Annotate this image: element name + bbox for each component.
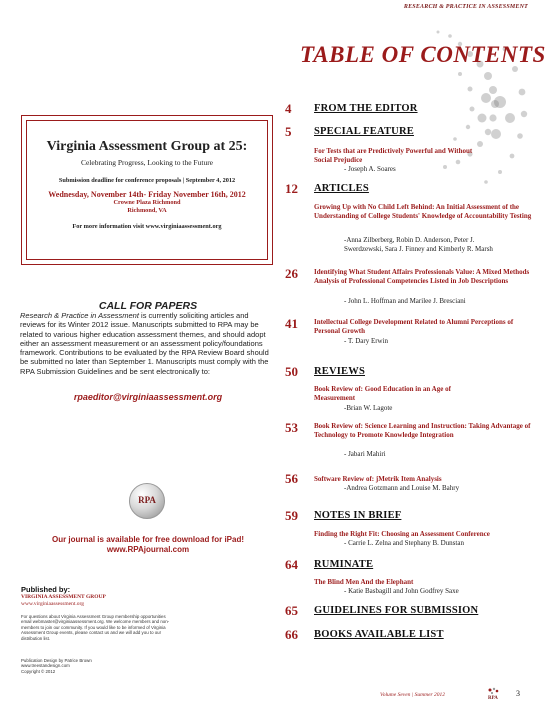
toc-ruminate-authors: - Katie Basbagill and John Godfrey Saxe (344, 587, 459, 595)
publisher-website-link[interactable]: www.virginiaassessment.org (21, 601, 84, 607)
toc-page-article-2: 26 (285, 266, 298, 281)
conference-subtitle: Celebrating Progress, Looking to the Future (80, 158, 214, 167)
publisher-name: VIRGINIA ASSESSMENT GROUP (21, 594, 106, 600)
toc-ruminate-title[interactable]: The Blind Men And the Elephant (314, 578, 414, 586)
copyright: Copyright © 2012 (21, 668, 56, 674)
toc-article-author: - Joseph A. Soares (344, 165, 396, 173)
toc-page-notes: 59 (285, 508, 298, 523)
toc-article-authors: - John L. Hoffman and Marilee J. Bresciani (344, 297, 466, 305)
toc-note-title[interactable]: Finding the Right Fit: Choosing an Assessment Conference (314, 530, 490, 538)
toc-section-notes[interactable]: NOTES IN BRIEF (314, 510, 402, 521)
toc-review-title[interactable]: Software Review of: jMetrik Item Analysis (314, 475, 442, 483)
design-website: www.treestandesign.com (21, 663, 70, 669)
ipad-message: Our journal is available for free download for iPad! (51, 535, 245, 544)
toc-section-editor[interactable]: FROM THE EDITOR (314, 103, 418, 114)
toc-review-author: -Brian W. Lagote (344, 404, 393, 412)
toc-page-special: 5 (285, 124, 292, 139)
conference-dates: Wednesday, November 14th- Friday November 16th, 2012 (48, 190, 246, 199)
rpa-logo-icon (129, 483, 165, 519)
conference-deadline: Submission deadline for conference proposals | September 4, 2012 (58, 177, 236, 184)
toc-review-author: - Jabari Mahiri (344, 450, 386, 458)
toc-article-title[interactable]: For Tests that are Predictively Powerful and Without Social Prejudice (314, 147, 473, 164)
footer-rpa-logo-icon (486, 686, 504, 700)
toc-page-reviews: 50 (285, 364, 298, 379)
toc-section-guidelines[interactable]: GUIDELINES FOR SUBMISSION (314, 605, 479, 616)
toc-article-title[interactable]: Intellectual College Development Related to Alumni Perceptions of Personal Growth (314, 318, 514, 335)
conference-inner-border (26, 120, 268, 260)
call-for-papers-body (20, 311, 276, 376)
toc-article-authors: - T. Dary Erwin (344, 337, 389, 345)
table-of-contents-title: TABLE OF CONTENTS (300, 42, 546, 67)
toc-page-books: 66 (285, 627, 298, 642)
toc-review-authors: -Andrea Gotzmann and Louise M. Bahry (344, 484, 460, 492)
toc-review-title[interactable]: Book Review of: Science Learning and Instruction: Taking Advantage of Technology to Promote Knowledge Integration (314, 422, 531, 439)
toc-page-guidelines: 65 (285, 603, 298, 618)
toc-page-article-3: 41 (285, 316, 298, 331)
published-by-label: Published by: (21, 585, 71, 594)
design-credits (21, 658, 171, 674)
toc-section-books[interactable]: BOOKS AVAILABLE LIST (314, 629, 444, 640)
page-number: 3 (516, 689, 520, 698)
toc-page-ruminate: 64 (285, 557, 298, 572)
toc-article-authors: -Anna Zilberberg, Robin D. Anderson, Peter J. Swerdzewski, Sara J. Finney and Kimberly R. Marsh (344, 236, 493, 253)
toc-section-special[interactable]: SPECIAL FEATURE (314, 126, 414, 137)
toc-article-title[interactable]: Identifying What Student Affairs Professionals Value: A Mixed Methods Analysis of Professional Competencies Listed in Job Descriptions (314, 268, 530, 285)
toc-page-editor: 4 (285, 101, 292, 116)
conference-city: Richmond, VA (127, 207, 167, 214)
toc-page-review-3: 56 (285, 471, 298, 486)
toc-section-articles[interactable]: ARTICLES (314, 183, 369, 194)
toc-article-title[interactable]: Growing Up with No Child Left Behind: An Initial Assessment of the Understanding of College Students' Knowledge of Accountability Testing (314, 203, 532, 220)
toc-section-ruminate[interactable]: RUMINATE (314, 559, 374, 570)
footer-logo-text: RPA (488, 696, 498, 700)
rpa-logo-text: RPA (138, 495, 156, 505)
toc-section-reviews[interactable]: REVIEWS (314, 366, 365, 377)
call-for-papers-heading: CALL FOR PAPERS (98, 300, 198, 312)
conference-more-info: For more information visit www.virginiaassessment.org (72, 223, 222, 230)
toc-page-review-2: 53 (285, 420, 298, 435)
journal-website-link[interactable]: www.RPAjournal.com (106, 545, 190, 554)
conference-announcement-box (21, 115, 273, 265)
journal-name: Research & Practice in Assessment (20, 311, 139, 320)
toc-review-title[interactable]: Book Review of: Good Education in an Age of Measurement (314, 385, 451, 402)
design-credit: Publication Design by Patrice Brown (21, 658, 92, 663)
submission-email-link[interactable]: rpaeditor@virginiaassessment.org (73, 392, 223, 402)
footer-volume: Volume Seven | Summer 2012 (380, 692, 446, 698)
toc-note-authors: - Carrie L. Zelna and Stephany B. Dunstan (344, 539, 464, 547)
conference-title: Virginia Assessment Group at 25: (46, 139, 248, 154)
ipad-availability (20, 535, 276, 555)
running-header: RESEARCH & PRACTICE IN ASSESSMENT (403, 4, 528, 10)
toc-page-articles: 12 (285, 181, 298, 196)
membership-fine-print: For questions about Virginia Assessment Group membership opportunities email webmaster@virginiaassessment.org. We welcome members and non-members to join our community. If you would like to be informed of Virginia Assessment Group events, please contact us and we will add you to our distribution list. (21, 614, 170, 641)
call-for-papers-text: is currently soliciting articles and reviews for its Winter 2012 issue. Manuscripts submitted to RPA may be related to various higher education assessment themes, and should adopt either an assessment measurement or an assessment policy/foundations framework. Contributions to be evaluated by the RPA Review Board should be submitted no later than September 1. Manuscripts must comply with the RPA Submission Guidelines and be sent electronically to: (20, 311, 269, 376)
conference-venue: Crowne Plaza Richmond (113, 199, 181, 206)
